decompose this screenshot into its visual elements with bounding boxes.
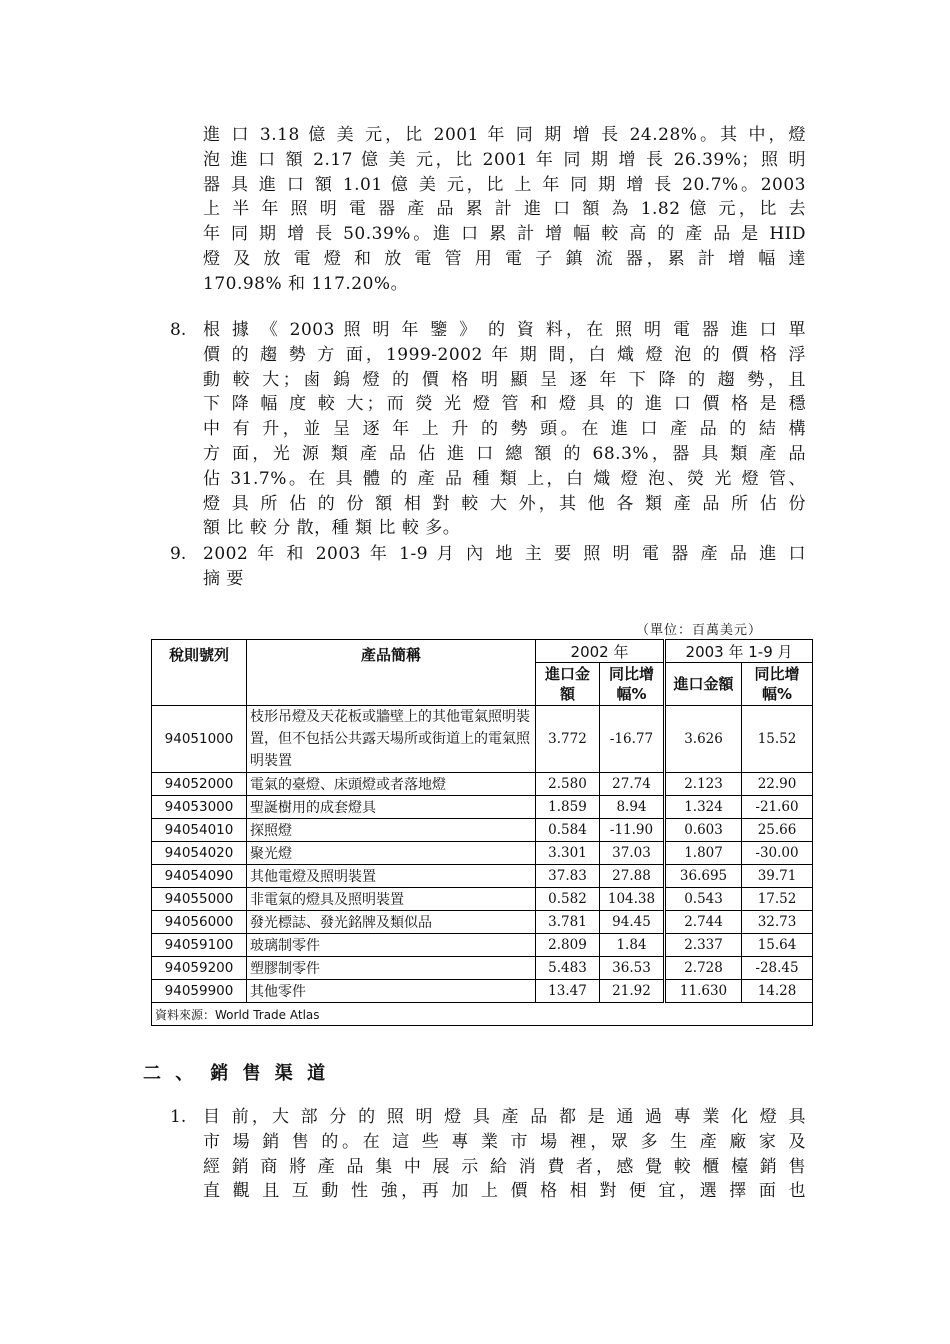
change-2002-cell: -11.90 [600, 819, 665, 842]
import-2002-cell: 3.781 [536, 911, 600, 934]
header-import-2002: 進口金額 [536, 663, 600, 706]
product-name-cell: 玻璃制零件 [247, 934, 536, 957]
import-2002-cell: 3.301 [536, 842, 600, 865]
hs-code-cell: 94054090 [152, 865, 247, 888]
text-line: 進 口 3.18 億 美 元，比 2001 年 同 期 增 長 24.28%。其 中，燈 [203, 125, 806, 145]
change-2003-cell: 14.28 [742, 980, 813, 1003]
change-2002-cell: 104.38 [600, 888, 665, 911]
change-2002-cell: 1.84 [600, 934, 665, 957]
text-line: 價 的 趨 勢 方 面，1999-2002 年 期 間，白 熾 燈 泡 的 價 格 浮 [203, 344, 806, 365]
import-2002-cell: 3.772 [536, 706, 600, 773]
text-line: 摘 要 [203, 568, 244, 589]
import-2003-cell: 0.603 [665, 819, 742, 842]
product-name-cell: 探照燈 [247, 819, 536, 842]
header-name: 產品簡稱 [247, 640, 536, 706]
change-2003-cell: 17.52 [742, 888, 813, 911]
change-2003-cell: 39.71 [742, 865, 813, 888]
table-row [152, 865, 813, 888]
hs-code-cell: 94054020 [152, 842, 247, 865]
header-change-2002: 同比增幅% [600, 663, 665, 706]
change-2003-cell: 32.73 [742, 911, 813, 934]
table-row [152, 888, 813, 911]
change-2002-cell: 94.45 [600, 911, 665, 934]
import-2003-cell: 3.626 [665, 706, 742, 773]
text-line: 下 降 幅 度 較 大；而 熒 光 燈 管 和 燈 具 的 進 口 價 格 是 穩 [203, 394, 806, 415]
text-line: 佔 31.7%。在 具 體 的 產 品 種 類 上，白 熾 燈 泡、熒 光 燈 管、 [203, 468, 806, 489]
change-2002-cell: -16.77 [600, 706, 665, 773]
table-row [152, 934, 813, 957]
table-unit: （單位：百萬美元） [636, 623, 763, 638]
hs-code-cell: 94055000 [152, 888, 247, 911]
change-2003-cell: -21.60 [742, 796, 813, 819]
change-2003-cell: 25.66 [742, 819, 813, 842]
text-line: 根 據 《 2003 照 明 年 鑒 》 的 資 料，在 照 明 電 器 進 口 單 [203, 320, 807, 340]
item-8-paragraph [203, 318, 806, 541]
table-body [152, 706, 813, 1003]
header-import-2003: 進口金額 [665, 663, 742, 706]
product-name-cell: 塑膠制零件 [247, 957, 536, 980]
change-2003-cell: -30.00 [742, 842, 813, 865]
item-9-paragraph [203, 542, 806, 592]
import-2002-cell: 5.483 [536, 957, 600, 980]
section-title: 二 、 銷 售 渠 道 [143, 1063, 330, 1084]
text-line: 經 銷 商 將 產 品 集 中 展 示 給 消 費 者，感 覺 較 櫃 檯 銷 售 [203, 1156, 806, 1177]
header-year-2002: 2002 年 [536, 640, 665, 663]
change-2002-cell: 27.88 [600, 865, 665, 888]
import-2002-cell: 13.47 [536, 980, 600, 1003]
hs-code-cell: 94053000 [152, 796, 247, 819]
table-row [152, 706, 813, 773]
product-name-cell: 其他零件 [247, 980, 536, 1003]
product-name-cell: 聚光燈 [247, 842, 536, 865]
change-2003-cell: -28.45 [742, 957, 813, 980]
table-row [152, 980, 813, 1003]
item-1-number: 1. [170, 1107, 187, 1127]
text-line: 直 觀 且 互 動 性 強，再 加 上 價 格 相 對 便 宜，選 擇 面 也 [203, 1181, 806, 1202]
table-row [152, 796, 813, 819]
change-2002-cell: 37.03 [600, 842, 665, 865]
import-2002-cell: 2.809 [536, 934, 600, 957]
import-2002-cell: 1.859 [536, 796, 600, 819]
table-source: 資料來源：World Trade Atlas [152, 1003, 813, 1026]
product-name-cell: 發光標誌、發光銘牌及類似品 [247, 911, 536, 934]
import-2003-cell: 1.324 [665, 796, 742, 819]
change-2003-cell: 22.90 [742, 773, 813, 796]
hs-code-cell: 94059100 [152, 934, 247, 957]
text-line: 2002 年 和 2003 年 1-9 月 內 地 主 要 照 明 電 器 產 品 進 口 [203, 544, 806, 564]
text-line: 中 有 升，並 呈 逐 年 上 升 的 勢 頭。在 進 口 產 品 的 結 構 [203, 419, 806, 440]
table-row [152, 957, 813, 980]
item-1-paragraph [203, 1105, 806, 1204]
table-row [152, 819, 813, 842]
change-2002-cell: 8.94 [600, 796, 665, 819]
text-line: 動 較 大；鹵 鎢 燈 的 價 格 明 顯 呈 逐 年 下 降 的 趨 勢，且 [203, 369, 806, 390]
hs-code-cell: 94056000 [152, 911, 247, 934]
hs-code-cell: 94054010 [152, 819, 247, 842]
text-line: 器 具 進 口 額 1.01 億 美 元，比 上 年 同 期 增 長 20.7%。2003 [203, 174, 806, 195]
change-2003-cell: 15.64 [742, 934, 813, 957]
import-2003-cell: 2.728 [665, 957, 742, 980]
text-line: 市 場 銷 售 的。在 這 些 專 業 市 場 裡，眾 多 生 產 廠 家 及 [203, 1131, 806, 1152]
text-line: 170.98% 和 117.20%。 [203, 273, 409, 294]
text-line: 泡 進 口 額 2.17 億 美 元，比 2001 年 同 期 增 長 26.39%；照 明 [203, 149, 806, 170]
import-2003-cell: 0.543 [665, 888, 742, 911]
hs-code-cell: 94051000 [152, 706, 247, 773]
header-change-2003: 同比增幅% [742, 663, 813, 706]
import-2002-cell: 0.584 [536, 819, 600, 842]
import-2003-cell: 1.807 [665, 842, 742, 865]
text-line: 上 半 年 照 明 電 器 產 品 累 計 進 口 額 為 1.82 億 元，比 去 [203, 199, 806, 220]
table-row [152, 773, 813, 796]
product-name-cell: 其他電燈及照明裝置 [247, 865, 536, 888]
item-8-number: 8. [170, 320, 187, 340]
product-name-cell: 枝形吊燈及天花板或牆壁上的其他電氣照明裝置，但不包括公共露天場所或街道上的電氣照明裝置 [247, 706, 536, 773]
table-row [152, 911, 813, 934]
text-line: 燈 及 放 電 燈 和 放 電 管 用 電 子 鎮 流 器，累 計 增 幅 達 [203, 248, 806, 269]
import-2002-cell: 37.83 [536, 865, 600, 888]
product-name-cell: 電氣的臺燈、床頭燈或者落地燈 [247, 773, 536, 796]
import-2003-cell: 2.337 [665, 934, 742, 957]
hs-code-cell: 94059900 [152, 980, 247, 1003]
product-name-cell: 聖誕樹用的成套燈具 [247, 796, 536, 819]
intro-paragraph [203, 123, 806, 297]
header-year-2003: 2003 年 1-9 月 [665, 640, 813, 663]
header-code: 稅則號列 [152, 640, 247, 706]
import-2003-cell: 36.695 [665, 865, 742, 888]
change-2002-cell: 36.53 [600, 957, 665, 980]
hs-code-cell: 94052000 [152, 773, 247, 796]
import-2002-cell: 0.582 [536, 888, 600, 911]
text-line: 年 同 期 增 長 50.39%。進 口 累 計 增 幅 較 高 的 產 品 是 HID [203, 224, 806, 245]
product-name-cell: 非電氣的燈具及照明裝置 [247, 888, 536, 911]
change-2003-cell: 15.52 [742, 706, 813, 773]
text-line: 燈 具 所 佔 的 份 額 相 對 較 大 外，其 他 各 類 產 品 所 佔 份 [203, 493, 806, 514]
import-2002-cell: 2.580 [536, 773, 600, 796]
import-2003-cell: 2.123 [665, 773, 742, 796]
text-line: 目 前，大 部 分 的 照 明 燈 具 產 品 都 是 通 過 專 業 化 燈 具 [203, 1107, 806, 1127]
item-9-number: 9. [170, 544, 187, 564]
change-2002-cell: 27.74 [600, 773, 665, 796]
hs-code-cell: 94059200 [152, 957, 247, 980]
table-row [152, 842, 813, 865]
import-2003-cell: 11.630 [665, 980, 742, 1003]
change-2002-cell: 21.92 [600, 980, 665, 1003]
text-line: 方 面，光 源 類 產 品 佔 進 口 總 額 的 68.3%，器 具 類 產 品 [203, 443, 806, 464]
import-2003-cell: 2.744 [665, 911, 742, 934]
import-table [151, 639, 813, 1026]
text-line: 額 比 較 分 散，種 類 比 較 多。 [203, 518, 461, 539]
